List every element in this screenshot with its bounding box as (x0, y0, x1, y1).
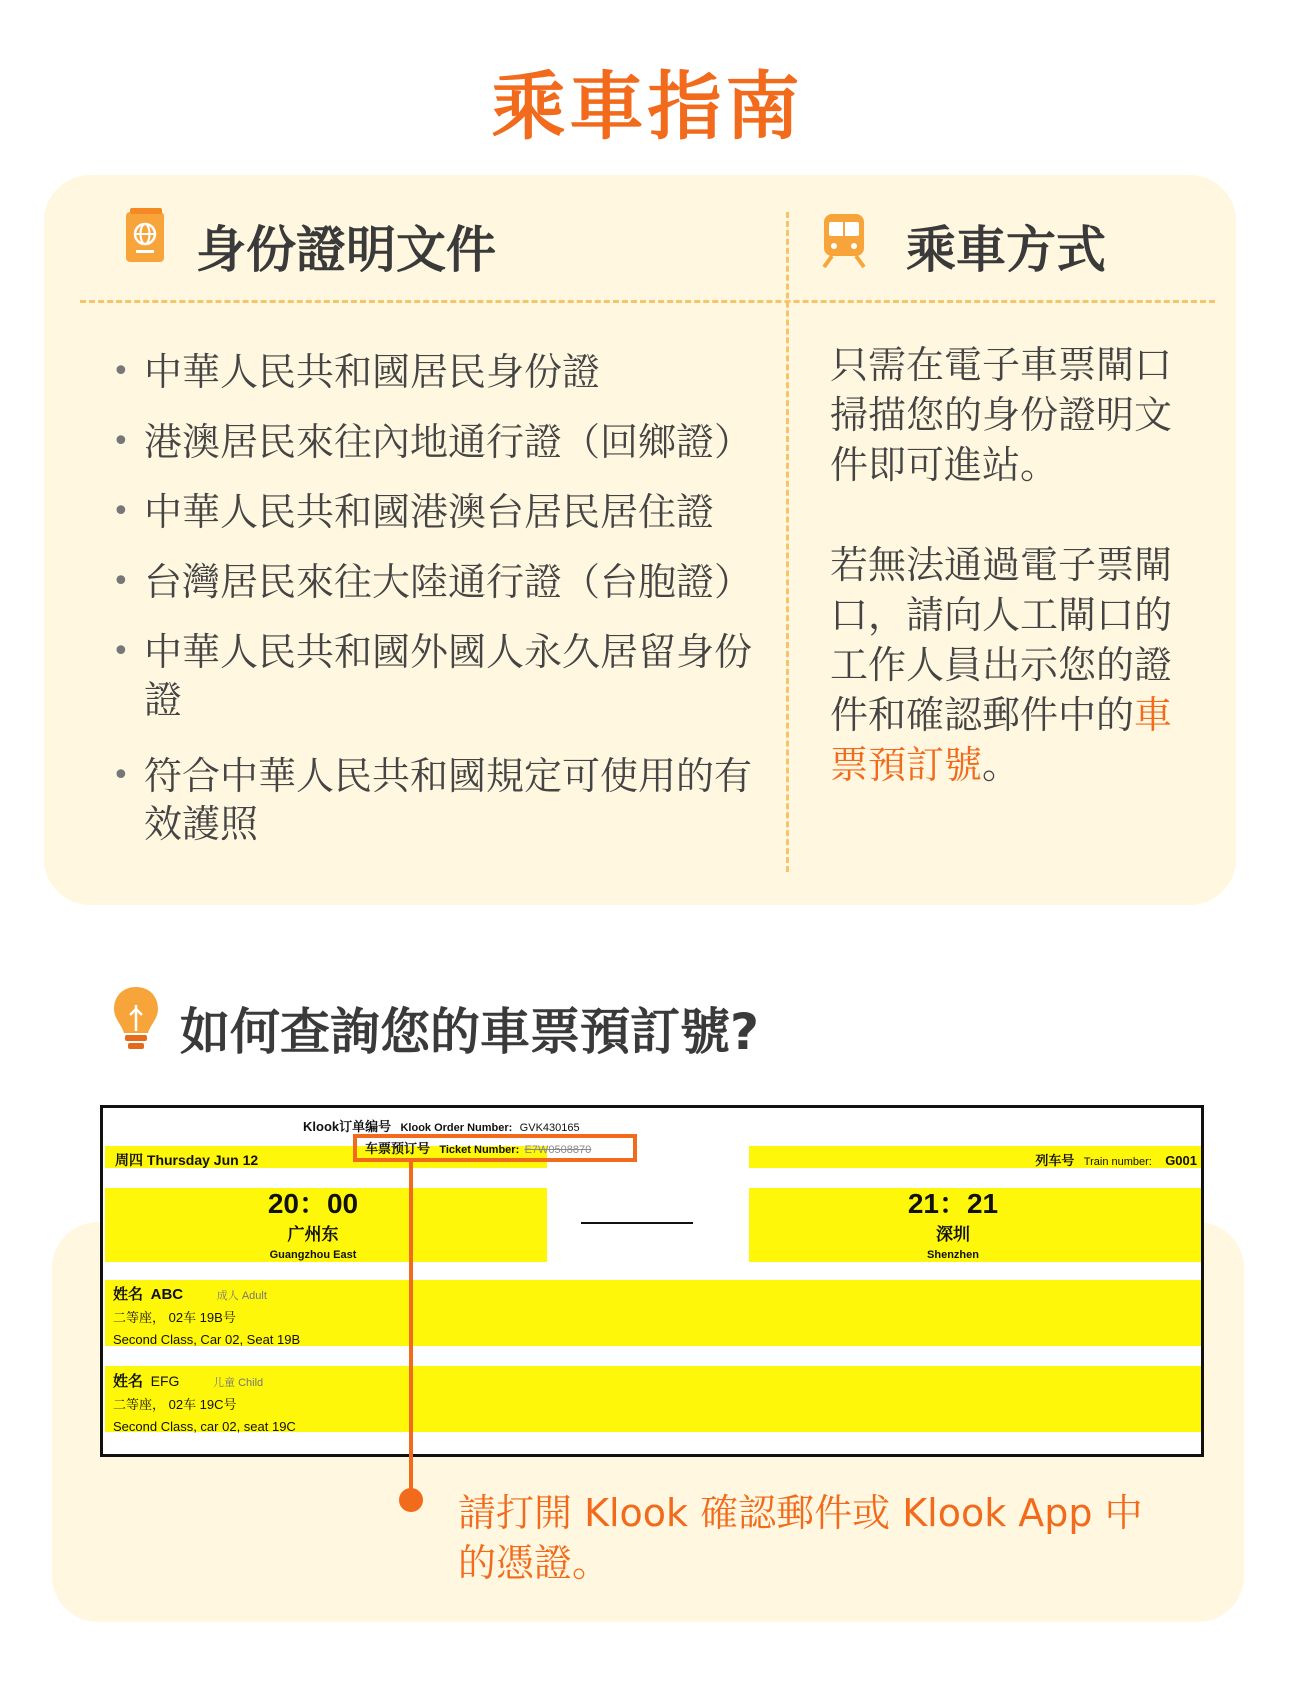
list-item: • 台灣居民來往大陸通行證（台胞證） (112, 558, 752, 606)
boarding-paragraph-2 (830, 540, 1190, 790)
route-line (581, 1222, 693, 1224)
list-item: • 中華人民共和國港澳台居民居住證 (112, 488, 752, 536)
ticket-label-cn: 车票预订号 (365, 1141, 431, 1156)
seat-en: Second Class, Car 02, Seat 19B (113, 1332, 301, 1347)
passenger-type: 成人 Adult (216, 1290, 267, 1302)
list-item: • 港澳居民來往內地通行證（回鄉證） (112, 418, 752, 466)
ticket-number-row (365, 1138, 591, 1157)
arrival-block (803, 1188, 1103, 1261)
header-divider (80, 300, 1215, 303)
lookup-heading: 如何查詢您的車票預訂號? (180, 1003, 760, 1061)
passenger-name: ABC (150, 1286, 184, 1303)
seat-en: Second Class, car 02, seat 19C (113, 1419, 296, 1434)
train-icon (820, 212, 868, 268)
boarding-section-heading: 乘車方式 (906, 221, 1106, 279)
boarding-paragraph-1: 只需在電子車票閘口掃描您的身份證明文件即可進站。 (830, 343, 1173, 487)
train-label-en: Train number: (1083, 1156, 1152, 1168)
arrival-time: 21：21 (907, 1188, 999, 1219)
list-item: • 中華人民共和國居民身份證 (112, 348, 752, 396)
order-number: GVK430165 (519, 1122, 580, 1134)
seat-cn: 二等座， 02车 19C号 (113, 1397, 237, 1412)
passport-icon (124, 208, 166, 264)
departure-time: 20：00 (267, 1188, 359, 1219)
passenger-name: EFG (150, 1373, 180, 1389)
departure-station-en: Guangzhou East (269, 1249, 357, 1261)
lookup-caption: 請打開 Klook 確認郵件或 Klook App 中的憑證。 (458, 1491, 1143, 1585)
ticket-number-highlight: 車票預訂號 (830, 693, 1173, 787)
travel-date: 周四 Thursday Jun 12 (115, 1152, 259, 1168)
list-item: • 符合中華人民共和國規定可使用的有效護照 (112, 752, 752, 848)
arrival-station-cn: 深圳 (936, 1225, 970, 1244)
id-document-list (112, 348, 752, 876)
passenger-type: 儿童 Child (213, 1377, 264, 1389)
order-label-cn: Klook订单编号 (303, 1119, 392, 1134)
order-label-en: Klook Order Number: (400, 1122, 513, 1134)
train-label-cn: 列车号 (1035, 1153, 1075, 1168)
seat-cn: 二等座， 02车 19B号 (113, 1310, 236, 1325)
paragraph-text-end: 。 (982, 743, 1021, 787)
paragraph-text: 若無法通過電子票閘口，請向人工閘口的工作人員出示您的證件和確認郵件中的 (830, 543, 1173, 737)
train-number: G001 (1165, 1153, 1197, 1168)
arrival-station-en: Shenzhen (927, 1249, 979, 1261)
id-section-heading: 身份證明文件 (196, 221, 496, 279)
name-label: 姓名 (113, 1373, 144, 1390)
page-title: 乘車指南 (491, 64, 804, 150)
departure-block (163, 1188, 463, 1261)
callout-line (409, 1159, 413, 1499)
ticket-label-en: Ticket Number: (439, 1144, 520, 1156)
lightbulb-icon (112, 985, 160, 1051)
list-item: • 中華人民共和國外國人永久居留身份證 (112, 628, 752, 724)
train-number-row (1035, 1150, 1197, 1169)
callout-dot (399, 1488, 423, 1512)
order-number-row (303, 1116, 580, 1135)
ticket-number: E7W0508870 (524, 1144, 592, 1156)
name-label: 姓名 (113, 1286, 144, 1303)
passenger-row (113, 1284, 300, 1351)
passenger-row (113, 1370, 296, 1438)
column-divider (786, 212, 789, 872)
departure-station-cn: 广州东 (287, 1225, 339, 1244)
ticket-sample (100, 1105, 1204, 1457)
